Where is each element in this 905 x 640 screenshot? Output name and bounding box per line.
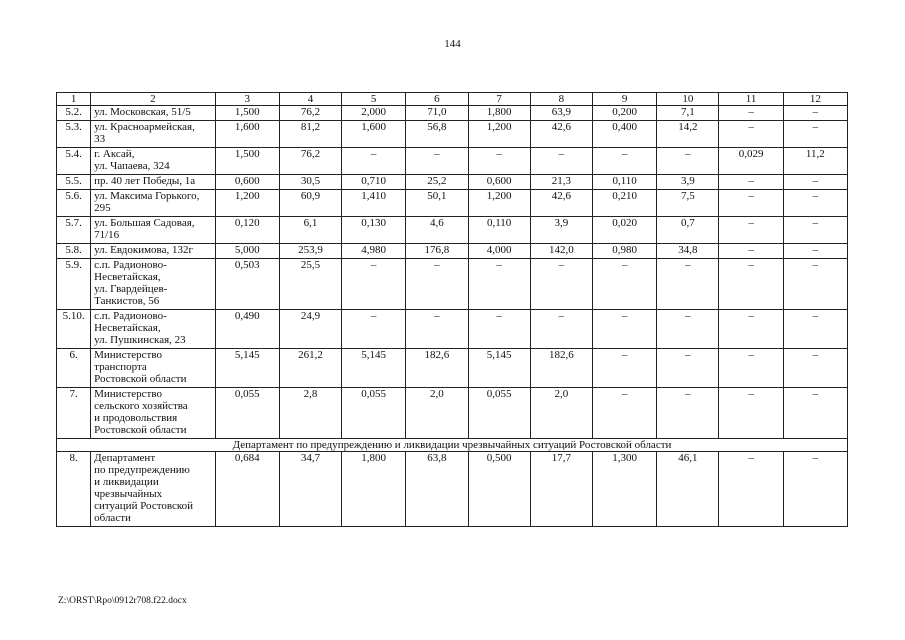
cell-value-col-7: 0,500 — [468, 452, 530, 527]
row-name-line: ул. Пушкинская, 23 — [94, 334, 186, 346]
cell-value-col-5: 2,000 — [342, 106, 406, 121]
cell-value-col-3: 0,120 — [215, 217, 279, 244]
cell-value-col-10: 46,1 — [657, 452, 719, 527]
cell-value-col-8: 3,9 — [530, 217, 592, 244]
cell-value-col-3: 0,684 — [215, 452, 279, 527]
cell-value-col-8: 182,6 — [530, 349, 592, 388]
cell-value-col-11: – — [719, 175, 783, 190]
cell-value-col-9: 1,300 — [593, 452, 657, 527]
cell-value-col-12: – — [783, 217, 847, 244]
row-number: 5.7. — [57, 217, 91, 244]
cell-value-col-8: 21,3 — [530, 175, 592, 190]
cell-value-col-5: 1,600 — [342, 121, 406, 148]
cell-value-col-5: 1,800 — [342, 452, 406, 527]
cell-value-col-4: 60,9 — [279, 190, 341, 217]
table-row — [57, 106, 848, 121]
row-number: 8. — [57, 452, 91, 527]
cell-value-col-5: – — [342, 310, 406, 349]
cell-value-col-12: – — [783, 349, 847, 388]
cell-value-col-10: 0,7 — [657, 217, 719, 244]
cell-value-col-6: 182,6 — [406, 349, 468, 388]
table-body — [57, 93, 848, 527]
column-number: 3 — [215, 93, 279, 106]
cell-value-col-7: – — [468, 310, 530, 349]
row-name-line: сельского хозяйства — [94, 400, 188, 412]
cell-value-col-7: – — [468, 259, 530, 310]
row-name-line: по предупреждению — [94, 464, 190, 476]
row-name-line: ситуаций Ростовской — [94, 500, 194, 512]
cell-value-col-6: – — [406, 259, 468, 310]
row-number: 5.2. — [57, 106, 91, 121]
cell-value-col-10: – — [657, 349, 719, 388]
row-name — [91, 310, 215, 349]
cell-value-col-5: 4,980 — [342, 244, 406, 259]
cell-value-col-6: 56,8 — [406, 121, 468, 148]
row-number: 7. — [57, 388, 91, 439]
row-name-line: ул. Евдокимова, 132г — [94, 244, 194, 256]
row-name-line: ул. Московская, 51/5 — [94, 106, 191, 118]
cell-value-col-7: 0,110 — [468, 217, 530, 244]
cell-value-col-12: 11,2 — [783, 148, 847, 175]
row-name-line: и продовольствия — [94, 412, 178, 424]
cell-value-col-7: 1,200 — [468, 190, 530, 217]
cell-value-col-10: 14,2 — [657, 121, 719, 148]
row-name — [91, 244, 215, 259]
row-name-line: Департамент — [94, 452, 156, 464]
row-name-line: ул. Красноармейская, — [94, 121, 195, 133]
row-name-line: транспорта — [94, 361, 147, 373]
row-name-line: чрезвычайных — [94, 488, 163, 500]
row-name — [91, 217, 215, 244]
cell-value-col-11: – — [719, 190, 783, 217]
cell-value-col-6: 25,2 — [406, 175, 468, 190]
cell-value-col-4: 81,2 — [279, 121, 341, 148]
cell-value-col-12: – — [783, 121, 847, 148]
cell-value-col-6: 2,0 — [406, 388, 468, 439]
row-number: 5.9. — [57, 259, 91, 310]
row-name-line: Ростовской области — [94, 424, 187, 436]
row-name-line: с.п. Радионово- — [94, 310, 167, 322]
table-row — [57, 452, 848, 527]
cell-value-col-7: 4,000 — [468, 244, 530, 259]
cell-value-col-11: – — [719, 259, 783, 310]
row-name-line: Ростовской области — [94, 373, 187, 385]
column-number: 12 — [783, 93, 847, 106]
cell-value-col-9: 0,210 — [593, 190, 657, 217]
cell-value-col-4: 24,9 — [279, 310, 341, 349]
cell-value-col-6: 4,6 — [406, 217, 468, 244]
cell-value-col-10: – — [657, 310, 719, 349]
column-number-row — [57, 93, 848, 106]
cell-value-col-8: 42,6 — [530, 190, 592, 217]
cell-value-col-3: 0,600 — [215, 175, 279, 190]
row-name — [91, 190, 215, 217]
cell-value-col-4: 25,5 — [279, 259, 341, 310]
cell-value-col-10: 7,1 — [657, 106, 719, 121]
column-number: 2 — [91, 93, 215, 106]
column-number: 9 — [593, 93, 657, 106]
table-row — [57, 148, 848, 175]
table-row — [57, 121, 848, 148]
cell-value-col-12: – — [783, 259, 847, 310]
cell-value-col-3: 5,145 — [215, 349, 279, 388]
cell-value-col-6: – — [406, 310, 468, 349]
cell-value-col-5: 0,130 — [342, 217, 406, 244]
cell-value-col-3: 0,055 — [215, 388, 279, 439]
row-name-line: 71/16 — [94, 229, 120, 241]
section-heading: Департамент по предупреждению и ликвидации чрезвычайных ситуаций Ростовской области — [57, 439, 848, 452]
column-number: 10 — [657, 93, 719, 106]
cell-value-col-12: – — [783, 244, 847, 259]
table-row — [57, 310, 848, 349]
cell-value-col-12: – — [783, 190, 847, 217]
cell-value-col-8: – — [530, 259, 592, 310]
row-name-line: Танкистов, 56 — [94, 295, 160, 307]
cell-value-col-5: 1,410 — [342, 190, 406, 217]
cell-value-col-3: 0,503 — [215, 259, 279, 310]
cell-value-col-4: 6,1 — [279, 217, 341, 244]
cell-value-col-11: – — [719, 388, 783, 439]
row-name-line: пр. 40 лет Победы, 1а — [94, 175, 196, 187]
cell-value-col-9: – — [593, 349, 657, 388]
cell-value-col-11: – — [719, 452, 783, 527]
row-name-line: ул. Гвардейцев- — [94, 283, 168, 295]
cell-value-col-9: – — [593, 148, 657, 175]
cell-value-col-10: – — [657, 388, 719, 439]
cell-value-col-8: 17,7 — [530, 452, 592, 527]
row-number: 5.6. — [57, 190, 91, 217]
cell-value-col-8: 2,0 — [530, 388, 592, 439]
data-table — [56, 92, 848, 527]
cell-value-col-7: 1,800 — [468, 106, 530, 121]
cell-value-col-5: 0,710 — [342, 175, 406, 190]
row-name-line: Несветайская, — [94, 322, 161, 334]
table-row — [57, 388, 848, 439]
cell-value-col-3: 5,000 — [215, 244, 279, 259]
row-name-line: 295 — [94, 202, 111, 214]
cell-value-col-9: – — [593, 388, 657, 439]
cell-value-col-4: 2,8 — [279, 388, 341, 439]
column-number: 1 — [57, 93, 91, 106]
column-number: 8 — [530, 93, 592, 106]
cell-value-col-11: – — [719, 349, 783, 388]
cell-value-col-7: 0,600 — [468, 175, 530, 190]
cell-value-col-8: 142,0 — [530, 244, 592, 259]
cell-value-col-10: – — [657, 259, 719, 310]
row-number: 5.4. — [57, 148, 91, 175]
cell-value-col-12: – — [783, 452, 847, 527]
cell-value-col-6: 176,8 — [406, 244, 468, 259]
cell-value-col-4: 34,7 — [279, 452, 341, 527]
cell-value-col-10: 7,5 — [657, 190, 719, 217]
row-name — [91, 388, 215, 439]
row-number: 6. — [57, 349, 91, 388]
footer-file-path: Z:\ORST\Rpo\0912r708.f22.docx — [58, 596, 187, 606]
cell-value-col-7: 1,200 — [468, 121, 530, 148]
cell-value-col-9: 0,110 — [593, 175, 657, 190]
table-row — [57, 349, 848, 388]
cell-value-col-9: – — [593, 259, 657, 310]
row-number: 5.3. — [57, 121, 91, 148]
cell-value-col-4: 30,5 — [279, 175, 341, 190]
row-name-line: Министерство — [94, 349, 162, 361]
cell-value-col-12: – — [783, 106, 847, 121]
cell-value-col-9: 0,200 — [593, 106, 657, 121]
table-row — [57, 259, 848, 310]
table-row — [57, 175, 848, 190]
row-number: 5.8. — [57, 244, 91, 259]
cell-value-col-5: – — [342, 259, 406, 310]
section-heading-row — [57, 439, 848, 452]
cell-value-col-4: 253,9 — [279, 244, 341, 259]
row-name-line: Несветайская, — [94, 271, 161, 283]
cell-value-col-6: 50,1 — [406, 190, 468, 217]
row-name-line: г. Аксай, — [94, 148, 135, 160]
cell-value-col-12: – — [783, 388, 847, 439]
column-number: 4 — [279, 93, 341, 106]
cell-value-col-11: – — [719, 244, 783, 259]
cell-value-col-8: 63,9 — [530, 106, 592, 121]
cell-value-col-6: 71,0 — [406, 106, 468, 121]
cell-value-col-10: – — [657, 148, 719, 175]
cell-value-col-11: 0,029 — [719, 148, 783, 175]
row-name — [91, 259, 215, 310]
row-number: 5.5. — [57, 175, 91, 190]
row-name-line: с.п. Радионово- — [94, 259, 167, 271]
row-name-line: 33 — [94, 133, 106, 145]
cell-value-col-5: 5,145 — [342, 349, 406, 388]
cell-value-col-4: 76,2 — [279, 106, 341, 121]
cell-value-col-3: 1,500 — [215, 148, 279, 175]
table-row — [57, 217, 848, 244]
cell-value-col-10: 34,8 — [657, 244, 719, 259]
cell-value-col-5: 0,055 — [342, 388, 406, 439]
cell-value-col-9: 0,400 — [593, 121, 657, 148]
cell-value-col-11: – — [719, 310, 783, 349]
cell-value-col-3: 1,600 — [215, 121, 279, 148]
cell-value-col-12: – — [783, 175, 847, 190]
page-number: 144 — [444, 38, 461, 50]
column-number: 7 — [468, 93, 530, 106]
cell-value-col-7: – — [468, 148, 530, 175]
cell-value-col-4: 76,2 — [279, 148, 341, 175]
column-number: 5 — [342, 93, 406, 106]
cell-value-col-8: – — [530, 148, 592, 175]
cell-value-col-9: 0,980 — [593, 244, 657, 259]
table-row — [57, 244, 848, 259]
row-name-line: ул. Чапаева, 324 — [94, 160, 170, 172]
cell-value-col-12: – — [783, 310, 847, 349]
row-name — [91, 148, 215, 175]
row-name-line: ул. Максима Горького, — [94, 190, 200, 202]
row-name-line: ул. Большая Садовая, — [94, 217, 195, 229]
row-name-line: области — [94, 512, 131, 524]
cell-value-col-3: 0,490 — [215, 310, 279, 349]
row-name-line: Министерство — [94, 388, 162, 400]
cell-value-col-4: 261,2 — [279, 349, 341, 388]
cell-value-col-8: – — [530, 310, 592, 349]
column-number: 11 — [719, 93, 783, 106]
row-number: 5.10. — [57, 310, 91, 349]
cell-value-col-11: – — [719, 121, 783, 148]
cell-value-col-6: – — [406, 148, 468, 175]
cell-value-col-9: 0,020 — [593, 217, 657, 244]
cell-value-col-10: 3,9 — [657, 175, 719, 190]
cell-value-col-8: 42,6 — [530, 121, 592, 148]
cell-value-col-9: – — [593, 310, 657, 349]
column-number: 6 — [406, 93, 468, 106]
row-name — [91, 175, 215, 190]
row-name — [91, 106, 215, 121]
row-name — [91, 349, 215, 388]
row-name — [91, 452, 215, 527]
row-name — [91, 121, 215, 148]
row-name-line: и ликвидации — [94, 476, 159, 488]
cell-value-col-5: – — [342, 148, 406, 175]
cell-value-col-7: 5,145 — [468, 349, 530, 388]
cell-value-col-3: 1,500 — [215, 106, 279, 121]
cell-value-col-11: – — [719, 106, 783, 121]
table-row — [57, 190, 848, 217]
cell-value-col-7: 0,055 — [468, 388, 530, 439]
cell-value-col-11: – — [719, 217, 783, 244]
cell-value-col-6: 63,8 — [406, 452, 468, 527]
cell-value-col-3: 1,200 — [215, 190, 279, 217]
